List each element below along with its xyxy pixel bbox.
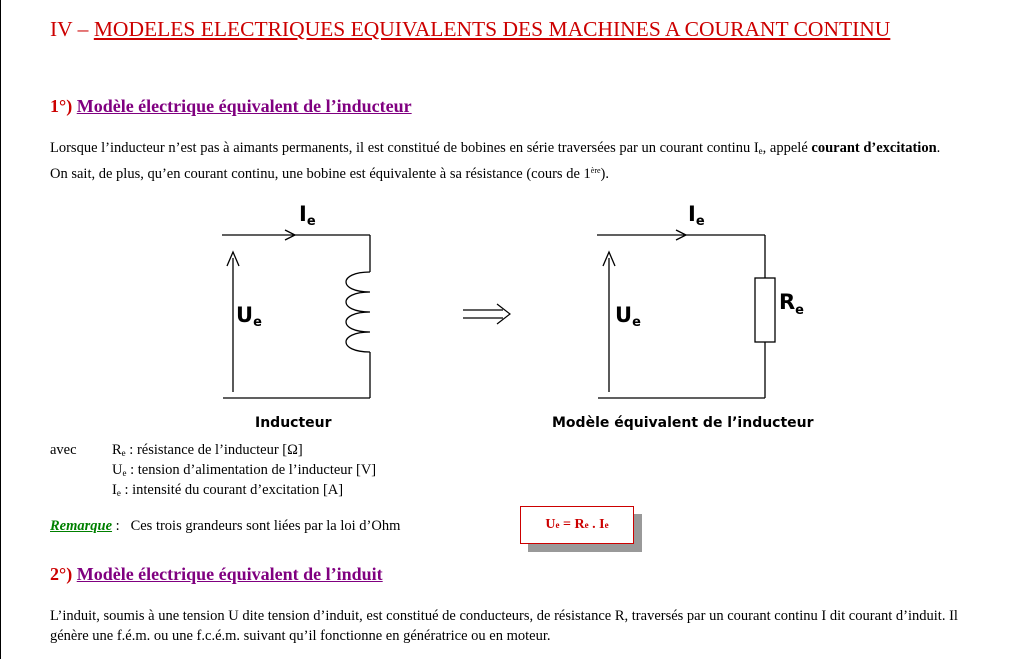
para1-text-b: , appelé: [762, 140, 812, 156]
para1-bold-term: courant d’excitation: [811, 140, 937, 156]
equivalence-arrow: [463, 304, 510, 324]
ohm-law-formula-box: U e = R e . I e: [520, 506, 634, 544]
right-current-label: Ie: [688, 202, 705, 229]
section1-heading-text: Modèle électrique équivalent de l’inducteur: [76, 96, 412, 116]
section2-number: 2°): [50, 564, 77, 584]
resistor-box: [755, 278, 775, 342]
remark-line: [50, 518, 400, 535]
right-voltage-label: Ue: [615, 303, 641, 330]
remark-label: Remarque: [50, 518, 113, 534]
inductor-coil: [346, 272, 370, 352]
section1-number: 1°): [50, 96, 77, 116]
definitions-avec: avec: [50, 442, 77, 458]
definition-voltage: $U_e$ : tension d’alimentation de l’inducteur [V]: [112, 462, 377, 478]
para2-text-a: On sait, de plus, qu’en courant continu, une bobine est équivalente à sa résistance (cours de 1: [50, 166, 591, 182]
para1-text-a: Lorsque l’inducteur n’est pas à aimants permanents, il est constitué de bobines en série traversées par un courant continu I: [50, 140, 759, 156]
left-current-label: Ie: [299, 202, 316, 229]
section2-paragraph: L’induit, soumis à une tension U dite tension d’induit, est constitué de conducteurs, de résistance R, traversés par un courant continu I dit courant d’induit. Il génère une f.é.m. ou une f.c.é.m. suivant qu’il fonctionne en génératrice ou en moteur.: [50, 608, 958, 644]
section2-heading-text: Modèle électrique équivalent de l’induit: [76, 564, 383, 584]
left-voltage-label: Ue: [236, 303, 262, 330]
right-caption: Modèle équivalent de l’inducteur: [552, 415, 814, 431]
para2-superscript: ère: [590, 166, 601, 175]
para2-text-b: ).: [600, 166, 609, 182]
definition-current: $I_e$ : intensité du courant d’excitation [A]: [112, 482, 344, 498]
definition-resistance: $R_e$ : résistance de l’inducteur [Ω]: [112, 442, 303, 458]
para1-text-c: .: [936, 140, 941, 156]
main-title-prefix: IV –: [50, 17, 94, 41]
section2-heading: [50, 564, 383, 585]
remark-separator: :: [112, 518, 120, 534]
main-title-text: MODELES ELECTRIQUES EQUIVALENTS DES MACHINES A COURANT CONTINU: [93, 17, 891, 41]
para1-subscript: e: [758, 146, 763, 156]
resistor-label: $R_e$: [779, 290, 804, 318]
remark-text: Ces trois grandeurs sont liées par la loi d’Ohm: [130, 518, 401, 534]
left-caption: Inducteur: [255, 415, 332, 431]
